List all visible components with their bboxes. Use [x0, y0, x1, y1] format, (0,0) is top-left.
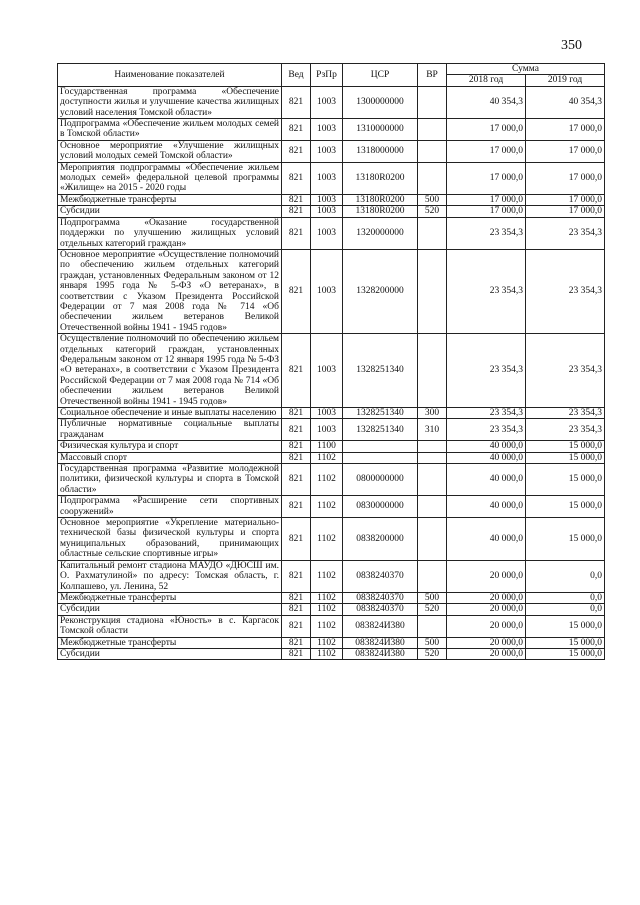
- cell-2018: 17 000,0: [447, 119, 526, 141]
- cell-rzpr: 1003: [311, 119, 343, 141]
- cell-csr: 083824И380: [343, 648, 418, 659]
- cell-name: Публичные нормативные социальные выплаты гражданам: [58, 419, 282, 441]
- table-row: [58, 560, 605, 592]
- table-row: [58, 194, 605, 205]
- cell-2018: 17 000,0: [447, 206, 526, 217]
- cell-rzpr: 1102: [311, 496, 343, 518]
- cell-ved: 821: [282, 592, 311, 603]
- cell-csr: 1328251340: [343, 419, 418, 441]
- cell-rzpr: 1102: [311, 518, 343, 561]
- table-row: [58, 162, 605, 194]
- cell-name: Реконструкция стадиона «Юность» в с. Каргасок Томской области: [58, 615, 282, 637]
- cell-2018: 40 000,0: [447, 441, 526, 452]
- header-ved: Вед: [282, 64, 311, 87]
- cell-rzpr: 1003: [311, 206, 343, 217]
- cell-rzpr: 1102: [311, 637, 343, 648]
- cell-2018: 23 354,3: [447, 334, 526, 408]
- cell-name: Капитальный ремонт стадиона МАУДО «ДЮСШ им. О. Рахматулиной» по адресу: Томская область, г. Колпашево, ул. Ленина, 52: [58, 560, 282, 592]
- table-body: [58, 86, 605, 660]
- cell-rzpr: 1003: [311, 194, 343, 205]
- cell-ved: 821: [282, 615, 311, 637]
- header-sum: Сумма: [447, 64, 605, 75]
- cell-2019: 23 354,3: [526, 217, 605, 249]
- cell-name: Массовый спорт: [58, 452, 282, 463]
- cell-2019: 0,0: [526, 604, 605, 615]
- cell-2019: 15 000,0: [526, 518, 605, 561]
- cell-vr: [418, 452, 447, 463]
- cell-vr: [418, 162, 447, 194]
- table-row: [58, 592, 605, 603]
- cell-ved: 821: [282, 194, 311, 205]
- header-name: Наименование показателей: [58, 64, 282, 87]
- cell-2019: 0,0: [526, 592, 605, 603]
- cell-2019: 17 000,0: [526, 162, 605, 194]
- table-row: [58, 637, 605, 648]
- table-row: [58, 334, 605, 408]
- cell-ved: 821: [282, 648, 311, 659]
- cell-csr: 1328251340: [343, 334, 418, 408]
- cell-ved: 821: [282, 637, 311, 648]
- cell-vr: [418, 560, 447, 592]
- cell-2019: 23 354,3: [526, 419, 605, 441]
- cell-vr: 520: [418, 604, 447, 615]
- cell-name: Межбюджетные трансферты: [58, 194, 282, 205]
- cell-2019: 15 000,0: [526, 496, 605, 518]
- cell-name: Подпрограмма «Обеспечение жильем молодых семей в Томской области»: [58, 119, 282, 141]
- cell-csr: 13180R0200: [343, 194, 418, 205]
- cell-vr: 520: [418, 206, 447, 217]
- cell-ved: 821: [282, 408, 311, 419]
- cell-2018: 20 000,0: [447, 592, 526, 603]
- cell-rzpr: 1102: [311, 592, 343, 603]
- cell-ved: 821: [282, 119, 311, 141]
- cell-vr: [418, 496, 447, 518]
- cell-rzpr: 1102: [311, 615, 343, 637]
- cell-2018: 20 000,0: [447, 648, 526, 659]
- header-year-2018: 2018 год: [447, 75, 526, 86]
- cell-vr: 310: [418, 419, 447, 441]
- cell-2018: 40 000,0: [447, 496, 526, 518]
- cell-ved: 821: [282, 518, 311, 561]
- cell-vr: [418, 249, 447, 333]
- cell-ved: 821: [282, 140, 311, 162]
- cell-name: Субсидии: [58, 648, 282, 659]
- cell-rzpr: 1102: [311, 648, 343, 659]
- cell-csr: 0838240370: [343, 592, 418, 603]
- cell-name: Осуществление полномочий по обеспечению жильем отдельных категорий граждан, установленных Федеральным законом от 12 января 1995 года № 5-ФЗ «О ветеранах», в соответствии с Указом Президента Российской Федерации от 7 мая 2008 года № 714 «Об обеспечении жильем ветеранов Великой Отечественной войны 1941 - 1945 годов»: [58, 334, 282, 408]
- cell-rzpr: 1003: [311, 140, 343, 162]
- budget-table: [57, 63, 605, 660]
- cell-csr: 0838200000: [343, 518, 418, 561]
- cell-ved: 821: [282, 604, 311, 615]
- cell-rzpr: 1003: [311, 408, 343, 419]
- cell-csr: 13180R0200: [343, 162, 418, 194]
- cell-csr: 0838240370: [343, 560, 418, 592]
- table-row: [58, 140, 605, 162]
- cell-ved: 821: [282, 206, 311, 217]
- cell-ved: 821: [282, 419, 311, 441]
- cell-csr: 1320000000: [343, 217, 418, 249]
- cell-csr: 1310000000: [343, 119, 418, 141]
- cell-vr: [418, 441, 447, 452]
- cell-csr: 083824И380: [343, 615, 418, 637]
- cell-2019: 0,0: [526, 560, 605, 592]
- cell-ved: 821: [282, 464, 311, 496]
- cell-name: Основное мероприятие «Укрепление материально-технической базы физической культуры и спорта муниципальных образований, принимающих областные сельские спортивные игры»: [58, 518, 282, 561]
- table-row: [58, 648, 605, 659]
- header-year-2019: 2019 год: [526, 75, 605, 86]
- cell-vr: [418, 334, 447, 408]
- cell-name: Субсидии: [58, 206, 282, 217]
- cell-rzpr: 1102: [311, 464, 343, 496]
- cell-2019: 23 354,3: [526, 334, 605, 408]
- cell-name: Основное мероприятие «Улучшение жилищных условий молодых семей Томской области»: [58, 140, 282, 162]
- header-csr: ЦСР: [343, 64, 418, 87]
- cell-rzpr: 1003: [311, 249, 343, 333]
- cell-name: Субсидии: [58, 604, 282, 615]
- cell-2018: 20 000,0: [447, 615, 526, 637]
- cell-vr: [418, 86, 447, 118]
- table-row: [58, 464, 605, 496]
- cell-2018: 20 000,0: [447, 637, 526, 648]
- cell-2019: 15 000,0: [526, 452, 605, 463]
- cell-csr: 0838240370: [343, 604, 418, 615]
- cell-rzpr: 1003: [311, 162, 343, 194]
- cell-name: Физическая культура и спорт: [58, 441, 282, 452]
- table-row: [58, 496, 605, 518]
- table-row: [58, 419, 605, 441]
- table-row: [58, 249, 605, 333]
- cell-2019: 40 354,3: [526, 86, 605, 118]
- cell-name: Подпрограмма «Оказание государственной поддержки по улучшению жилищных условий отдельных категорий граждан»: [58, 217, 282, 249]
- cell-2019: 17 000,0: [526, 206, 605, 217]
- cell-2018: 40 000,0: [447, 464, 526, 496]
- cell-rzpr: 1100: [311, 441, 343, 452]
- cell-csr: [343, 441, 418, 452]
- cell-2019: 17 000,0: [526, 194, 605, 205]
- cell-2018: 17 000,0: [447, 162, 526, 194]
- cell-2019: 15 000,0: [526, 637, 605, 648]
- table-row: [58, 408, 605, 419]
- table-row: [58, 217, 605, 249]
- cell-2018: 40 354,3: [447, 86, 526, 118]
- cell-ved: 821: [282, 334, 311, 408]
- table-row: [58, 518, 605, 561]
- cell-vr: 500: [418, 637, 447, 648]
- cell-2019: 23 354,3: [526, 408, 605, 419]
- cell-name: Подпрограмма «Расширение сети спортивных сооружений»: [58, 496, 282, 518]
- cell-vr: [418, 464, 447, 496]
- cell-vr: 500: [418, 592, 447, 603]
- cell-ved: 821: [282, 249, 311, 333]
- table-row: [58, 441, 605, 452]
- cell-vr: 520: [418, 648, 447, 659]
- cell-vr: [418, 615, 447, 637]
- cell-2019: 15 000,0: [526, 648, 605, 659]
- cell-2018: 23 354,3: [447, 217, 526, 249]
- cell-vr: [418, 217, 447, 249]
- cell-2018: 23 354,3: [447, 408, 526, 419]
- cell-csr: 1300000000: [343, 86, 418, 118]
- cell-ved: 821: [282, 217, 311, 249]
- cell-2019: 17 000,0: [526, 140, 605, 162]
- cell-name: Государственная программа «Развитие молодежной политики, физической культуры и спорта в Томской области»: [58, 464, 282, 496]
- cell-2018: 20 000,0: [447, 604, 526, 615]
- cell-ved: 821: [282, 452, 311, 463]
- table-row: [58, 119, 605, 141]
- cell-vr: 300: [418, 408, 447, 419]
- cell-vr: [418, 140, 447, 162]
- cell-2018: 17 000,0: [447, 140, 526, 162]
- cell-name: Межбюджетные трансферты: [58, 592, 282, 603]
- cell-name: Основное мероприятие «Осуществление полномочий по обеспечению жильем отдельных категорий граждан, установленных Федеральным законом от 12 января 1995 года № 5-ФЗ «О ветеранах», в соответствии с Указом Президента Российской Федерации от 7 мая 2008 года № 714 «Об обеспечении жильем ветеранов Великой Отечественной войны 1941 - 1945 годов»: [58, 249, 282, 333]
- cell-2019: 15 000,0: [526, 615, 605, 637]
- cell-rzpr: 1003: [311, 86, 343, 118]
- cell-name: Социальное обеспечение и иные выплаты населению: [58, 408, 282, 419]
- table-row: [58, 604, 605, 615]
- cell-2019: 17 000,0: [526, 119, 605, 141]
- cell-csr: 0830000000: [343, 496, 418, 518]
- cell-name: Государственная программа «Обеспечение доступности жилья и улучшение качества жилищных условий населения Томской области»: [58, 86, 282, 118]
- cell-rzpr: 1003: [311, 334, 343, 408]
- cell-ved: 821: [282, 441, 311, 452]
- cell-csr: 1328200000: [343, 249, 418, 333]
- cell-csr: 13180R0200: [343, 206, 418, 217]
- cell-rzpr: 1102: [311, 560, 343, 592]
- cell-2019: 15 000,0: [526, 441, 605, 452]
- cell-ved: 821: [282, 496, 311, 518]
- cell-csr: 0800000000: [343, 464, 418, 496]
- cell-name: Мероприятия подпрограммы «Обеспечение жильем молодых семей» федеральной целевой программы «Жилище» на 2015 - 2020 годы: [58, 162, 282, 194]
- table-header: [58, 64, 605, 87]
- cell-name: Межбюджетные трансферты: [58, 637, 282, 648]
- cell-2019: 23 354,3: [526, 249, 605, 333]
- cell-vr: 500: [418, 194, 447, 205]
- cell-rzpr: 1003: [311, 217, 343, 249]
- cell-csr: 1328251340: [343, 408, 418, 419]
- cell-2018: 17 000,0: [447, 194, 526, 205]
- cell-ved: 821: [282, 560, 311, 592]
- cell-csr: 083824И380: [343, 637, 418, 648]
- cell-rzpr: 1102: [311, 604, 343, 615]
- cell-vr: [418, 119, 447, 141]
- cell-2018: 40 000,0: [447, 518, 526, 561]
- cell-ved: 821: [282, 86, 311, 118]
- table-row: [58, 615, 605, 637]
- header-vr: ВР: [418, 64, 447, 87]
- cell-2018: 23 354,3: [447, 419, 526, 441]
- cell-ved: 821: [282, 162, 311, 194]
- table-row: [58, 452, 605, 463]
- cell-vr: [418, 518, 447, 561]
- cell-2018: 23 354,3: [447, 249, 526, 333]
- cell-csr: [343, 452, 418, 463]
- cell-2019: 15 000,0: [526, 464, 605, 496]
- cell-2018: 40 000,0: [447, 452, 526, 463]
- table-row: [58, 206, 605, 217]
- table-row: [58, 86, 605, 118]
- cell-rzpr: 1102: [311, 452, 343, 463]
- cell-2018: 20 000,0: [447, 560, 526, 592]
- cell-csr: 1318000000: [343, 140, 418, 162]
- page-number: 350: [561, 38, 582, 53]
- cell-rzpr: 1003: [311, 419, 343, 441]
- header-rzpr: РзПр: [311, 64, 343, 87]
